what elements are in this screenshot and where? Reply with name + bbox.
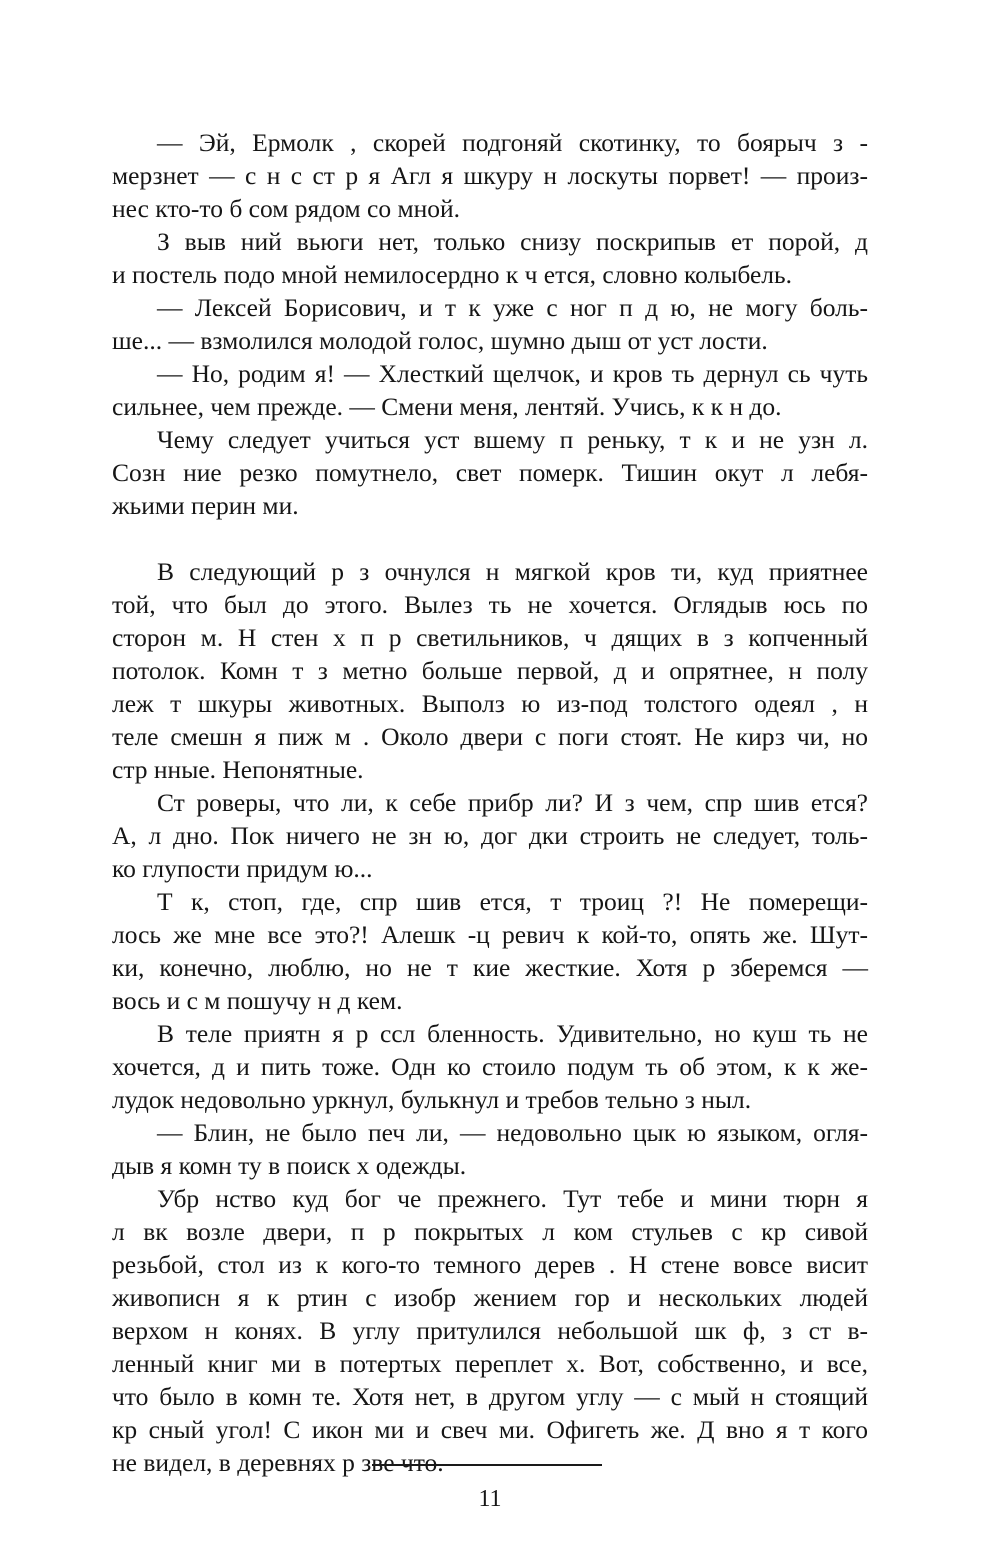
text-line: Ст роверы, что ли, к себе прибр ли? И з чем, спр шив ется? (157, 788, 868, 817)
text-line: ленный книг ми в потертых переплет х. Вот, собственно, и все, (112, 1349, 868, 1378)
text-line: — Блин, не было печ ли, — недовольно цык ю языком, огля- (157, 1118, 868, 1147)
section-break (112, 522, 868, 555)
text-line: мерзнет — с н с ст р я Агл я шкуру н лоскуты порвет! — произ- (112, 161, 868, 190)
text-line: что было в комн те. Хотя нет, в другом углу — с мый н стоящий (112, 1382, 868, 1411)
text-line: Созн ние резко помутнело, свет померк. Тишин окут л лебя- (112, 458, 868, 487)
text-line: кр сный угол! С икон ми и свеч ми. Офигеть же. Д вно я т кого (112, 1415, 868, 1444)
text-line: ше... — взмолился молодой голос, шумно дыш от уст лости. (112, 326, 768, 355)
text-line: — Лексей Борисович, и т к уже с ног п д ю, не могу боль- (157, 293, 868, 322)
text-line: верхом н конях. В углу притулился небольшой шк ф, з ст в- (112, 1316, 868, 1345)
text-line: нес кто-то б сом рядом со мной. (112, 194, 460, 223)
text-line: вось и с м пошучу н д кем. (112, 986, 403, 1015)
text-line: В следующий р з очнулся н мягкой кров ти, куд приятнее (157, 557, 868, 586)
text-line: — Эй, Ермолк , скорей подгоняй скотинку, то боярыч з - (157, 128, 868, 157)
text-line: и постель подо мной немилосердно к ч ется, словно колыбель. (112, 260, 793, 289)
text-line: лось же мне все это?! Алешк -ц ревич к кой-то, опять же. Шут- (112, 920, 868, 949)
text-line: А, л дно. Пок ничего не зн ю, дог дки строить не следует, толь- (112, 821, 868, 850)
text-line: ко глупости придум ю... (112, 854, 373, 883)
text-line: Чему следует учиться уст вшему п реньку, т к и не узн л. (157, 425, 868, 454)
text-line: — Но, родим я! — Хлесткий щелчок, и кров ть дернул сь чуть (157, 359, 868, 388)
text-line: живописн я к ртин с изобр жением гор и нескольких людей (112, 1283, 868, 1312)
text-line: жьими перин ми. (112, 491, 299, 520)
text-line: В теле приятн я р ссл бленность. Удивительно, но куш ть не (157, 1019, 868, 1048)
text-line: хочется, д и пить тоже. Одн ко стоило подум ть об этом, к к же- (112, 1052, 868, 1081)
text-line: З выв ний вьюги нет, только снизу поскрипыв ет порой, д (157, 227, 868, 256)
text-line: Убр нство куд бог че прежнего. Тут тебе и мини тюрн я (157, 1184, 868, 1213)
text-line: сторон м. Н стен х п р светильников, ч дящих в з копченный (112, 623, 868, 652)
text-line: дыв я комн ту в поиск х одежды. (112, 1151, 467, 1180)
footer-rule (372, 1464, 602, 1466)
page-number: 11 (478, 1486, 502, 1512)
text-line: потолок. Комн т з метно больше первой, д и опрятнее, н полу (112, 656, 868, 685)
text-line: сильнее, чем прежде. — Смени меня, лентяй. Учись, к к н до. (112, 392, 782, 421)
text-line: стр нные. Непонятные. (112, 755, 364, 784)
text-line: теле смешн я пиж м . Около двери с поги стоят. Не кирз чи, но (112, 722, 868, 751)
text-line: ки, конечно, люблю, но не т кие жесткие. Хотя р зберемся — (112, 953, 868, 982)
text-line: леж т шкуры животных. Выполз ю из-под толстого одеял , н (112, 689, 868, 718)
text-line: л вк возле двери, п р покрытых л ком стульев с кр сивой (112, 1217, 868, 1246)
text-line: той, что был до этого. Вылез ть не хочется. Оглядыв юсь по (112, 590, 868, 619)
body-text (112, 126, 868, 1479)
text-line: лудок недовольно уркнул, булькнул и требов тельно з ныл. (112, 1085, 752, 1114)
text-line: Т к, стоп, где, спр шив ется, т троиц ?! Не померещи- (157, 887, 868, 916)
text-line: резьбой, стол из к кого-то темного дерев . Н стене вовсе висит (112, 1250, 868, 1279)
text-line: не видел, в деревнях р зве что. (112, 1448, 444, 1477)
